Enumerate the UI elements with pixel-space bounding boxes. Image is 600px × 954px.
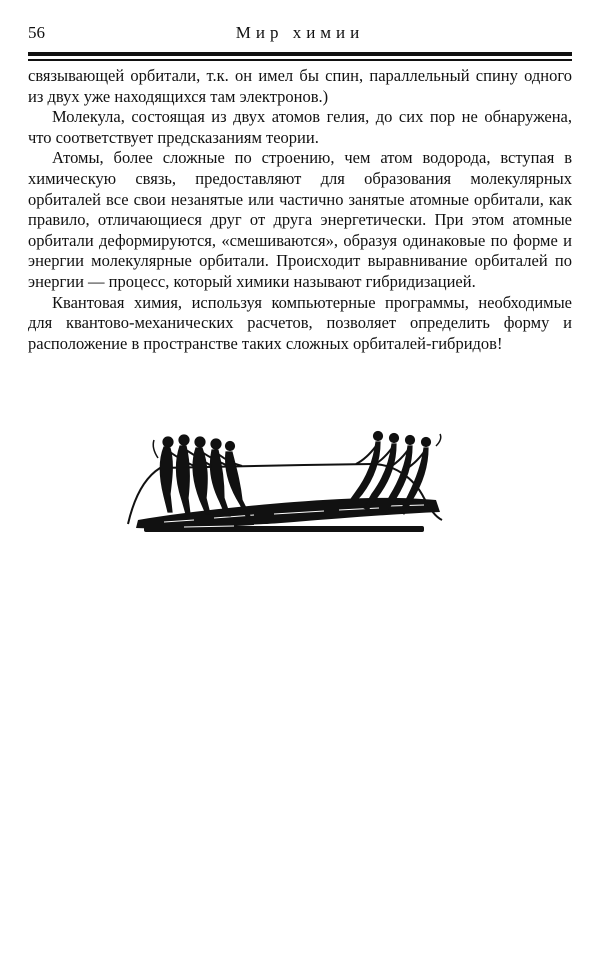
body-text [28, 66, 572, 354]
paragraph-quantum-chemistry: Квантовая химия, используя компьютерные программы, необходимые для квантово-механических расчетов, позволяет определить форму и расположение в пространстве таких сложных орбиталей-гибридов! [28, 292, 572, 353]
paragraph-helium-molecule: Молекула, состоящая из двух атомов гелия, до сих пор не обнаружена, что соответствует предсказаниям теории. [28, 107, 572, 147]
paragraph-hybridization: Атомы, более сложные по строению, чем атом водорода, вступая в химическую связь, предоставляют для образования молекулярных орбиталей все свои незанятые или частично занятые атомные орбитали, как правило, отличающиеся друг от друга энергетически. При этом атомные орбитали деформируются, «смешиваются», образуя одинаковые по форме и энергии молекулярные орбитали. Происходит выравнивание орбиталей по энергии — процесс, который химики называют гибридизацией. [28, 148, 572, 291]
paragraph-continuation: связывающей орбитали, т.к. он имел бы спин, параллельный спину одного из двух уже находящихся там электронов.) [28, 66, 572, 106]
page-number: 56 [28, 23, 45, 42]
tug-of-war-illustration-icon [124, 428, 448, 538]
header-rule-thick [28, 52, 572, 56]
page-header [28, 22, 572, 44]
running-title: Мир химии [235, 23, 365, 42]
header-rule-thin [28, 59, 572, 61]
